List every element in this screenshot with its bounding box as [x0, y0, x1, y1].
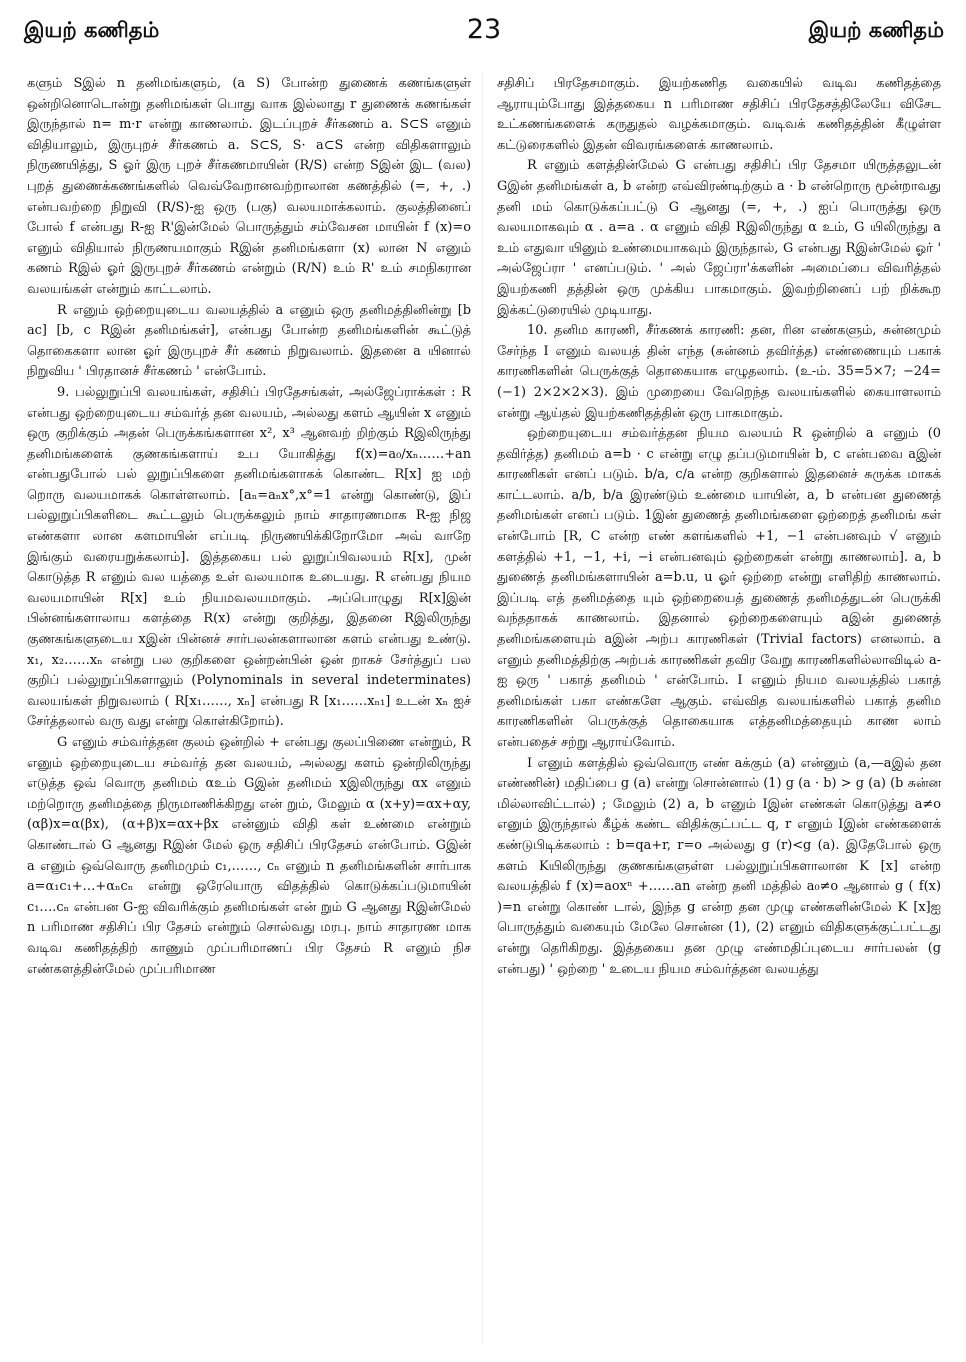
- section-10-paragraph: 10. தனிம காரணி, சீர்கணக் காரணி: தன, ரின எண்களும், சுன்னமும் சேர்ந்த I எனும் வலயத் தின் எந்த (சுன்னம் தவிர்த்த) எண்ணையும் பகாக் காரணிகளின் பெருக்குத் தொகையாக எழுதலாம். (உ-ம். 35=5×7; −24=(−1) 2×2×2×3). இம் முறையை வேறெந்த வலயங்களில் கையாளலாம் என்று ஆய்தல் இயற்கணிதத்தின் ஒரு பாகமாகும்.: [497, 323, 941, 421]
- paragraph: I எனும் களத்தில் ஒவ்வொரு எண் aக்கும் (a) என்னும் (a,—aஇல் தன எண்ணின்) மதிப்பை g (a) என்று சொன்னால் (1) g (a · b) > g (a) (b சுன்ன மில்லாவிட்டால்) ; மேலும் (2) a, b எனும் Iஇன் எண்கள் கொடுத்து a≠o எனும் இருந்தால் கீழ்க் கண்ட விதிக்குட்பட்ட q, r எனும் Iஇன் எண்களைக் கண்டுபிடிக்கலாம் : b=qa+r, r=o அல்லது g (r)<g (a). இதேபோல் ஒரு களம் Kயிலிருந்து குணகங்களுள்ள பல்லுறுப்பிகளாலான K [x] என்ற வலயத்தில் f (x)=aoxⁿ +……an என்ற தனி மத்தில் a₀≠o ஆனால் g ( f(x) )=n என்று கொண் டால், இந்த g என்ற தன முழு எண்களின்மேல் K [x]ஐ பொருத்தும் வகையும் மேலே சொன்ன (1), (2) எனும் விதிகளுக்குட்பட்டது என்று தெரிகிறது. இத்தகைய தன முழு எண்மதிப்புடைய சார்பலன் (g என்பது) ' ஒற்றை ' உடைய நியம சம்வர்த்தன வலயத்து: [497, 755, 941, 977]
- running-title-left: இயற் கணிதம்: [24, 18, 160, 42]
- paragraph: ஒற்றையுடைய சம்வர்த்தன நியம வலயம் R ஒன்றில் a எனும் (0 தவிர்த்த) தனிமம் a=b · c என்று எழு தப்படுமாயின் b, c என்பவை aஇன் காரணிகள் எனப் படும். b/a, c/a என்ற குறிகளால் இதனைச் சுருக்க மாகக் காட்டலாம். a/b, b/a இரண்டும் உண்மை யாயின், a, b என்பன துணைத் தனிமங்கள் எனப் படும். 1இன் துணைத் தனிமங்களை ஒற்றைத் தனிமங் கள் என்போம் [R, C என்ற எண் களங்களில் +1, −1 என்பனவும் √ எனும் களத்தில் +1, −1, +i, −i என்பனவும் ஒற்றைகள் என்று காணலாம்]. a, b துணைத் தனிமங்களாயின் a=b.u, u ஓர் ஒற்றை என்று எளிதிற் காணலாம். இப்படி எத் தனிமத்தை யும் ஒற்றையைத் துணைத் தனிமத்துடன் பெருக்கி வந்ததாகக் காணலாம். இதனால் ஒற்றைகளையும் aஇன் துணைத் தனிமங்களையும் aஇன் அற்ப காரணிகள் (Trivial factors) எனலாம். a எனும் தனிமத்திற்கு அற்பக் காரணிகள் தவிர வேறு காரணிகளில்லாவிடில் a-ஐ ஒரு ' பகாத் தனிமம் ' என்போம். I எனும் நியம வலயத்தில் பகாத் தனிமங்கள் பகா எண்களே ஆகும். எவ்வித வலயங்களில் பகாத் தனிம காரணிகளின் பெருக்குத் தொகையாக எத்தனிமத்தையும் காண லாம் என்பதைச் சற்று ஆராய்வோம்.: [497, 426, 941, 750]
- right-column: [497, 74, 941, 1354]
- page-number: 23: [466, 14, 502, 45]
- page-header: [24, 14, 944, 54]
- running-title-right: இயற் கணிதம்: [808, 18, 944, 42]
- paragraph: R எனும் ஒற்றையுடைய வலயத்தில் a எனும் ஒரு தனிமத்தினின்று [b ac] [b, c Rஇன் தனிமங்கள்], என்பது போன்ற தனிமங்களின் கூட்டுத் தொகைகளா லான ஓர் இருபுறச் சீர் கணம் நிறுவலாம். இதனை a யினால் நிறுவிய ' பிரதானச் சீர்கணம் ' என்போம்.: [27, 302, 471, 380]
- paragraph: R எனும் களத்தின்மேல் G என்பது சதிசிப் பிர தேசமா யிருத்தலுடன் Gஇன் தனிமங்கள் a, b என்ற எவ்விரண்டிற்கும் a · b என்றொரு மூன்றாவது தனி மம் கொடுக்கப்பட்டு G ஆனது (=, +, .) ஐப் பொருத்து ஒரு வலயமாகவும் α . a=a . α எனும் விதி Rஇலிருந்து α உம், G யிலிருந்து a உம் எதுவா யினும் உண்மையாகவும் இருந்தால், G என்பது Rஇன்மேல் ஓர் ' அல்ஜேப்ரா ' எனப்படும். ' அல் ஜேப்ரா'க்களின் அமைப்பை விவரித்தல் இயற்கணி தத்தின் ஒரு முக்கிய பாகமாகும். இவற்றினைப் பற் றிக்கூற இக்கட்டுரையில் முடியாது.: [497, 158, 941, 318]
- paragraph: G எனும் சம்வர்த்தன குலம் ஒன்றில் + என்பது குலப்பிணை என்றும், R எனும் ஒற்றையுடைய சம்வர்த் தன வலயம், அல்லது களம் ஒன்றிலிருந்து எடுத்த ஒவ் வொரு தனிமம் αஉம் Gஇன் தனிமம் xஇலிருந்து αx எனும் மற்றொரு தனிமத்தை நிருமாணிக்கிறது என் றும், மேலும் α (x+y)=αx+αy, (αβ)x=α(βx), (α+β)x=αx+βx என்னும் விதி கள் உண்மை என்றும் கொண்டால் G ஆனது Rஇன் மேல் ஒரு சதிசிப் பிரதேசம் என்போம். Gஇன் a எனும் ஒவ்வொரு தனிமமும் c₁,……, cₙ எனும் n தனிமங்களின் சார்பாக a=α₁c₁+…+αₙcₙ என்று ஒரேயொரு விதத்தில் கொடுக்கப்படுமாயின் c₁….cₙ என்பன G-ஐ விவரிக்கும் தனிமங்கள் என் றும் G ஆனது Rஇன்மேல் n பரிமாண சதிசிப் பிர தேசம் என்றும் சொல்வது மரபு. நாம் சாதாரண மாக வடிவ கணிதத்திற் காணும் முப்பரிமாணப் பிர தேசம் R எனும் நிச எண்களத்தின்மேல் முப்பரிமாண: [27, 735, 471, 977]
- paragraph: சதிசிப் பிரதேசமாகும். இயற்கணித வகையில் வடிவ கணிதத்தை ஆராயும்போது இத்தகைய n பரிமாண சதிசிப் பிரதேசத்திலேயே விசேட உட்கணங்களைக் கருதுதல் வழக்கமாகும். வடிவக் கணிதத்தின் கீழுள்ள கட்டுரைகளில் இதன் விவரங்களைக் காணலாம்.: [497, 76, 941, 153]
- left-column: [27, 74, 471, 1354]
- paragraph: களும் Sஇல் n தனிமங்களும், (a S) போன்ற துணைக் கணங்களுள் ஒன்றினொடொன்று தனிமங்கள் பொது வாக இல்லாது r துணைக் கணங்கள் இருந்தால் n= m·r என்று காணலாம். இடப்புறச் சீர்கணம் a. S⊂S எனும் விதியாலும், இருபுறச் சீர்கணம் a. S⊂S, S· a⊂S என்ற விதிகளாலும் நிருணயித்து, S ஓர் இரு புறச் சீர்கணமாயின் (R/S) என்ற Sஇன் இட (வல) புறத் துணைக்கணங்களில் வெவ்வேறானவற்றாலான கணத்தில் (=, +, .) என்பவற்றை நிறுவி (R/S)-ஐ ஒரு (பகு) வலயமாக்கலாம். குலத்தினைப் போல் f என்பது R-ஐ R'இன்மேல் பொருத்தும் சம்வேசன மாயின் f (x)=o எனும் விதியால் நிருணயமாகும் Rஇன் தனிமங்களா (x) லான N எனும் கணம் Rஇல் ஓர் இருபுறச் சீர்கணம் என்றும் (R/N) உம் R' உம் சமநிகரான வலயங்கள் என்றும் காட்டலாம்.: [27, 76, 471, 297]
- column-gutter: [482, 74, 483, 1344]
- section-9-paragraph: 9. பல்லுறுப்பி வலயங்கள், சதிசிப் பிரதேசங்கள், அல்ஜேப்ராக்கள் : R என்பது ஒற்றையுடைய சம்வர்த் தன வலயம், அல்லது களம் ஆயின் x எனும் ஒரு குறிக்கும் அதன் பெருக்கங்களான x², x³ ஆனவற் றிற்கும் Rஇலிருந்து தனிமங்களைக் குணகங்களாய் உப யோகித்து f(x)=a₀/xₙ……+an என்பதுபோல் பல் லுறுப்பிகளை தனிமங்களாகக் கொண்ட R[x] ஐ மற் றொரு வலயமாகக் கொள்ளலாம். [aₙ=aₙx°,x°=1 என்று கொண்டு, இப் பல்லுறுப்பிகளிடை கூட்டலும் பெருக்கலும் நாம் சாதாரணமாக R-ஐ நிஜ எண்களா லான களமாயின் எப்படி நிருணயிக்கிறோமோ அவ் வாறே இங்கும் வரையறுக்கலாம்]. இத்தகைய பல் லுறுப்பிவலயம் R[x], முன் கொடுத்த R எனும் வல யத்தை உள் வலயமாக உடையது. R என்பது நியம வலயமாயின் R[x] உம் நியமவலயமாகும். அப்பொழுது R[x]இன் பின்னங்களாலாய களத்தை R(x) என்று குறித்து, இதனை Rஇலிருந்து குணகங்களுடைய xஇன் பின்னச் சார்பலன்களாலான களம் என்பது உண்டு. x₁, x₂……xₙ என்று பல குறிகளை ஒன்றன்பின் ஒன் றாகச் சேர்த்துப் பல குறிப் பல்லுறுப்பிகளாலும் (Polynominals in several indeterminates) வலயங்கள் நிறுவலாம் ( R[x₁……, xₙ] என்பது R [x₁……xₙ₁] உடன் xₙ ஐச் சேர்த்தலால் வரு வது என்று கொள்கிறோம்).: [27, 384, 471, 730]
